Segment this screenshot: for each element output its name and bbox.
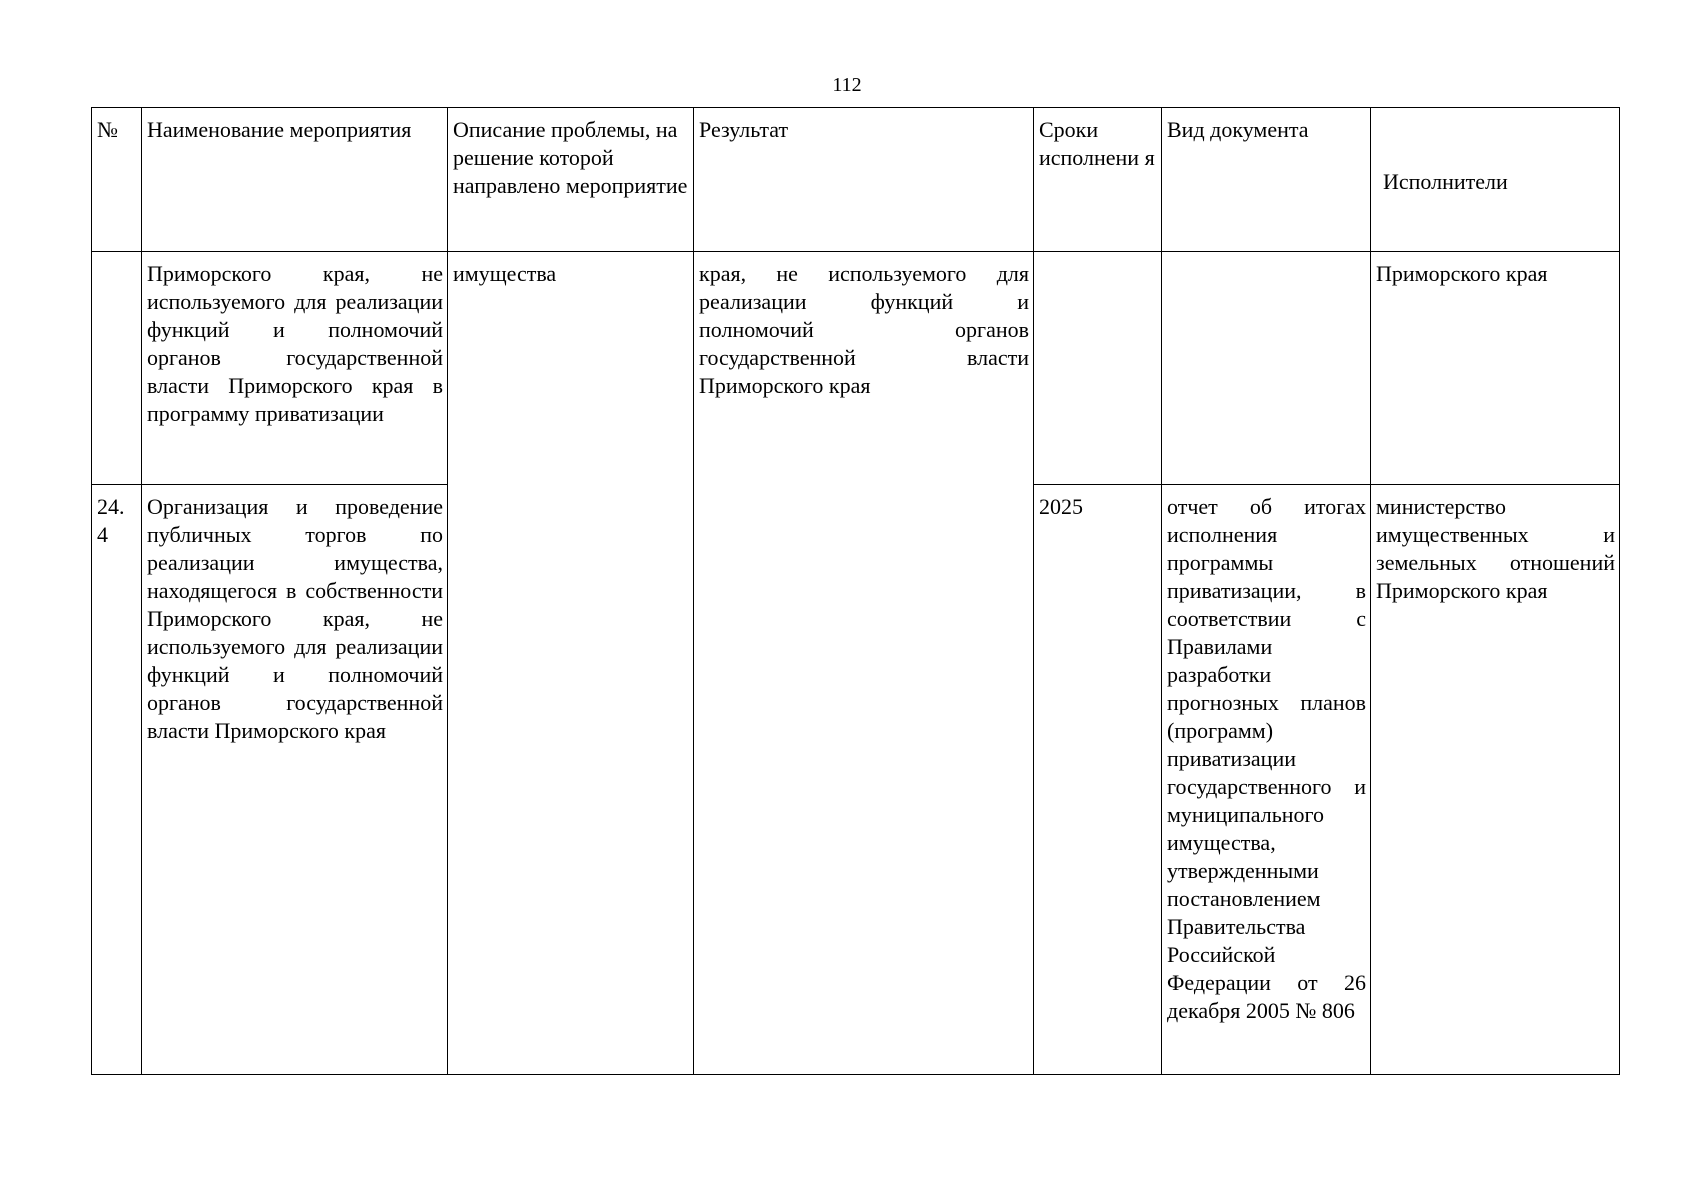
cell-doc-type: отчет об итогах исполнения программы приватизации, в соответствии с Правилами разработки прогнозных планов (программ) приватизации государственного и муниципального имущества, утвержденными постановлением Правительства Российской Федерации от 26 декабря 2005 № 806 bbox=[1162, 485, 1371, 1075]
cell-num: 24. 4 bbox=[92, 485, 142, 1075]
header-doc-type: Вид документа bbox=[1162, 108, 1371, 252]
table-row bbox=[92, 252, 1620, 485]
cell-result: края, не используемого для реализации функций и полномочий органов государственной власти Приморского края bbox=[694, 252, 1034, 1075]
table-header-row bbox=[92, 108, 1620, 252]
page-number: 112 bbox=[832, 74, 862, 96]
cell-deadline: 2025 bbox=[1034, 485, 1162, 1075]
cell-executors: министерство имущественных и земельных отношений Приморского края bbox=[1371, 485, 1620, 1075]
cell-executors: Приморского края bbox=[1371, 252, 1620, 485]
cell-name: Организация и проведение публичных торгов по реализации имущества, находящегося в собственности Приморского края, не используемого для реализации функций и полномочий органов государственной власти Приморского края bbox=[142, 485, 448, 1075]
header-result: Результат bbox=[694, 108, 1034, 252]
header-deadline: Сроки исполнени я bbox=[1034, 108, 1162, 252]
cell-problem: имущества bbox=[448, 252, 694, 1075]
cell-doc-type bbox=[1162, 252, 1371, 485]
header-name: Наименование мероприятия bbox=[142, 108, 448, 252]
cell-num bbox=[92, 252, 142, 485]
header-problem: Описание проблемы, на решение которой направлено мероприятие bbox=[448, 108, 694, 252]
cell-deadline bbox=[1034, 252, 1162, 485]
cell-name: Приморского края, не используемого для реализации функций и полномочий органов государственной власти Приморского края в программу приватизации bbox=[142, 252, 448, 485]
header-num: № bbox=[92, 108, 142, 252]
measures-table bbox=[91, 107, 1620, 1075]
header-executors: Исполнители bbox=[1371, 108, 1620, 252]
